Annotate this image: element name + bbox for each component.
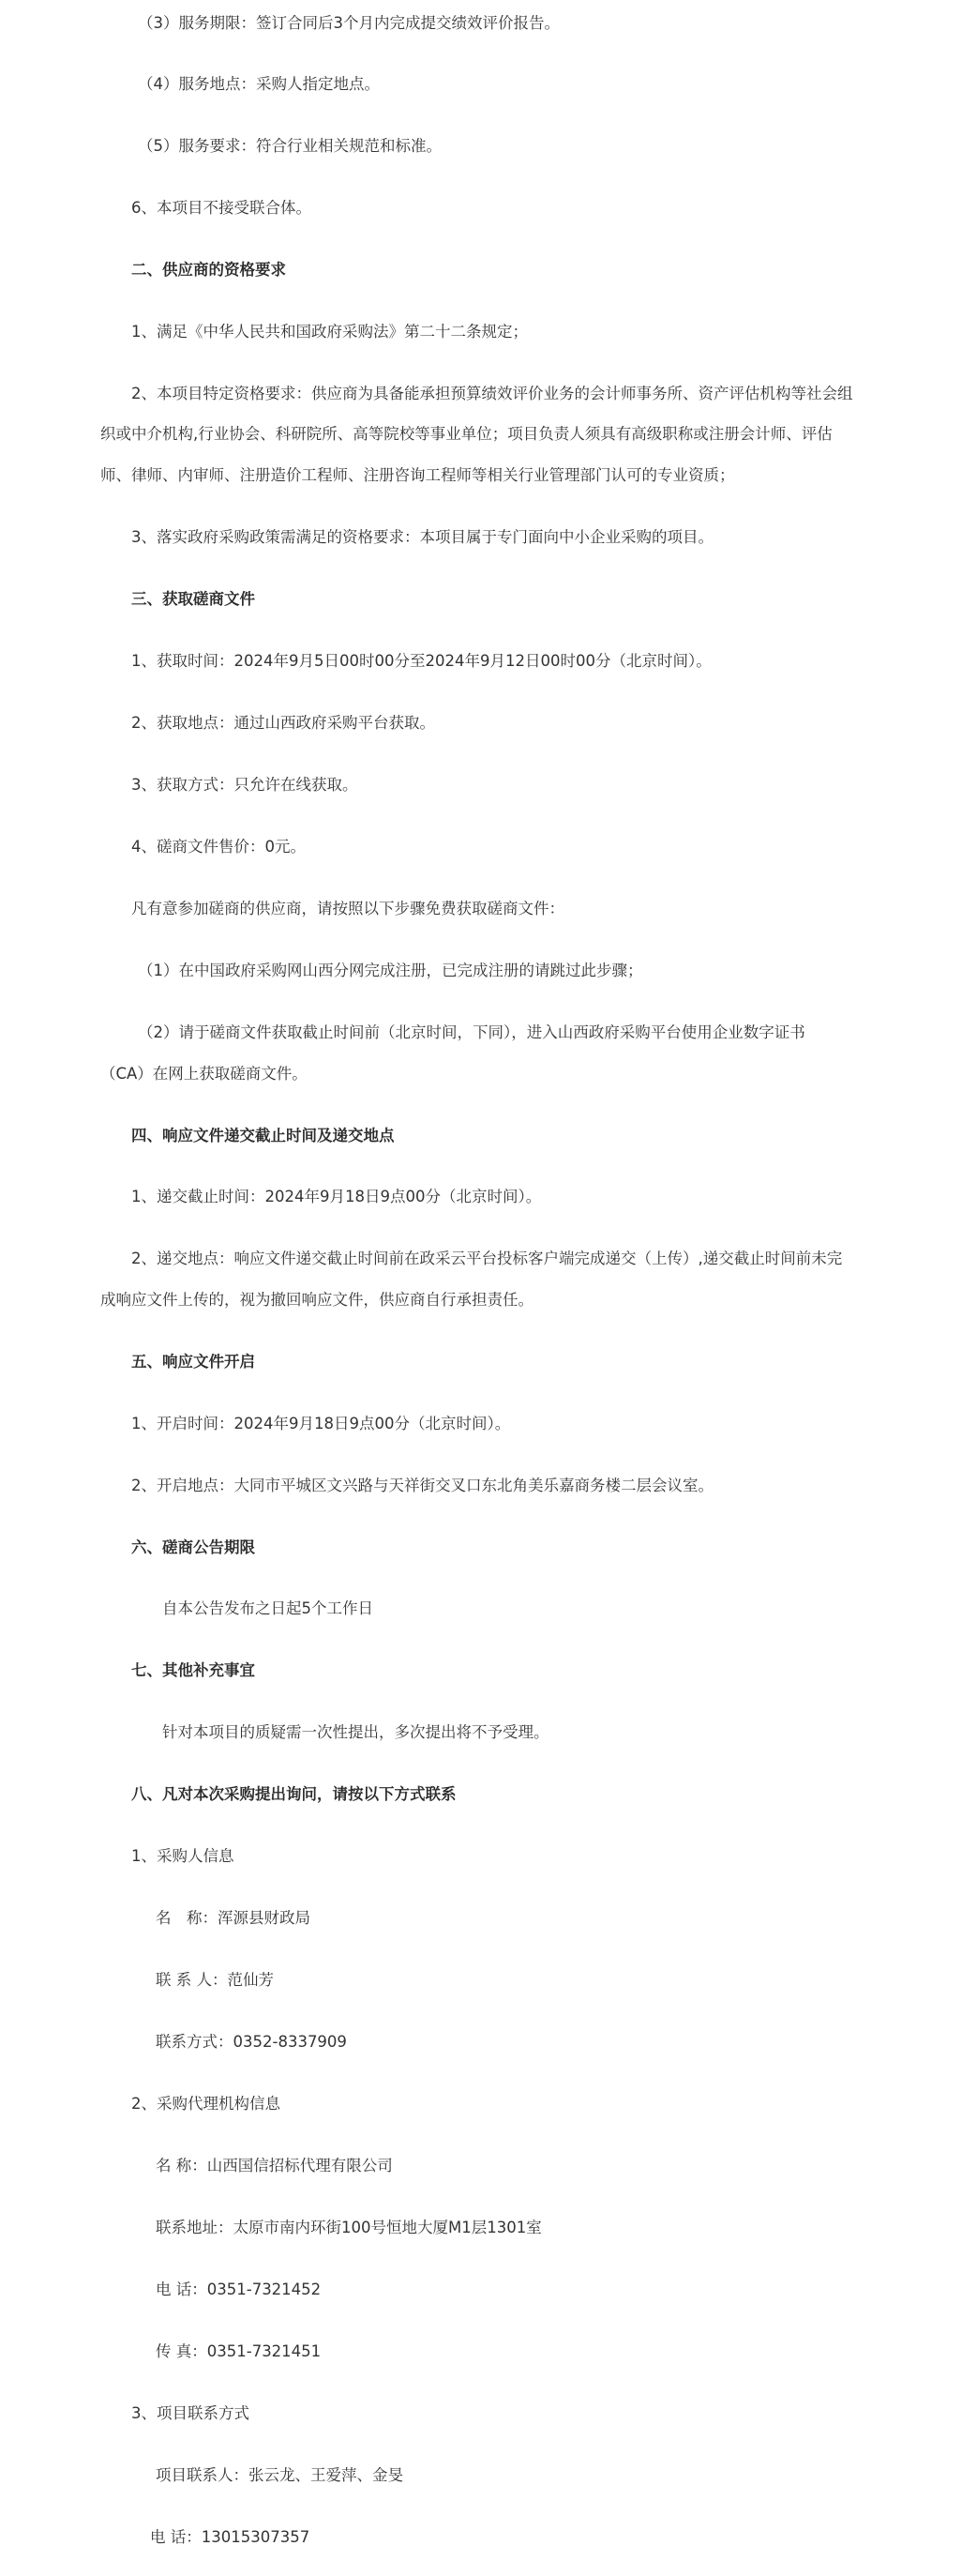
text-line: 2、递交地点：响应文件递交截止时间前在政采云平台投标客户端完成递交（上传）,递交截止时间前未完 (131, 1250, 843, 1267)
text-line: 名 称：山西国信招标代理有限公司 (156, 2157, 393, 2174)
text-line: （CA）在网上获取磋商文件。 (100, 1065, 308, 1083)
text-line: 3、获取方式：只允许在线获取。 (131, 776, 358, 794)
text-line: （5）服务要求：符合行业相关规范和标准。 (138, 137, 442, 155)
text-line: 6、本项目不接受联合体。 (131, 199, 311, 217)
text-line: （4）服务地点：采购人指定地点。 (138, 75, 380, 93)
text-line: （2）请于磋商文件获取截止时间前（北京时间，下同），进入山西政府采购平台使用企业数字证书 (138, 1023, 805, 1041)
text-line: 2、本项目特定资格要求：供应商为具备能承担预算绩效评价业务的会计师事务所、资产评估机构等社会组 (131, 385, 853, 402)
text-line: 项目联系人：张云龙、王爱萍、金旻 (156, 2466, 403, 2484)
section-heading: 八、凡对本次采购提出询问，请按以下方式联系 (131, 1785, 457, 1803)
text-line: 名 称：浑源县财政局 (156, 1909, 310, 1927)
text-line: 1、递交截止时间：2024年9月18日9点00分（北京时间）。 (131, 1188, 542, 1205)
text-line: 2、采购代理机构信息 (131, 2095, 280, 2113)
text-line: 传 真：0351-7321451 (156, 2342, 322, 2360)
text-line: 织或中介机构,行业协会、科研院所、高等院校等事业单位；项目负责人须具有高级职称或注册会计师、评估 (100, 425, 833, 443)
text-line: 2、获取地点：通过山西政府采购平台获取。 (131, 714, 435, 732)
text-line: 针对本项目的质疑需一次性提出，多次提出将不予受理。 (162, 1723, 549, 1741)
text-line: （1）在中国政府采购网山西分网完成注册，已完成注册的请跳过此步骤； (138, 962, 643, 979)
section-heading: 二、供应商的资格要求 (131, 261, 286, 279)
text-line: 1、获取时间：2024年9月5日00时00分至2024年9月12日00时00分（北京时间）。 (131, 652, 712, 670)
text-line: 师、律师、内审师、注册造价工程师、注册咨询工程师等相关行业管理部门认可的专业资质； (100, 466, 735, 484)
text-line: 2、开启地点：大同市平城区文兴路与天祥街交叉口东北角美乐嘉商务楼二层会议室。 (131, 1477, 714, 1494)
section-heading: 七、其他补充事宜 (131, 1661, 255, 1679)
text-line: 电 话：0351-7321452 (156, 2281, 322, 2298)
text-line: 4、磋商文件售价：0元。 (131, 838, 306, 856)
text-line: 3、落实政府采购政策需满足的资格要求：本项目属于专门面向中小企业采购的项目。 (131, 528, 714, 546)
text-line: 自本公告发布之日起5个工作日 (162, 1599, 373, 1617)
text-line: 3、项目联系方式 (131, 2404, 249, 2422)
section-heading: 四、响应文件递交截止时间及递交地点 (131, 1127, 395, 1144)
text-line: 凡有意参加磋商的供应商，请按照以下步骤免费获取磋商文件： (131, 900, 564, 917)
text-line: （3）服务期限：签订合同后3个月内完成提交绩效评价报告。 (138, 14, 560, 32)
text-line: 成响应文件上传的，视为撤回响应文件，供应商自行承担责任。 (100, 1291, 534, 1309)
text-line: 电 话：13015307357 (150, 2528, 310, 2546)
section-heading: 五、响应文件开启 (131, 1353, 255, 1371)
section-heading: 三、获取磋商文件 (131, 590, 255, 608)
text-line: 1、开启时间：2024年9月18日9点00分（北京时间）。 (131, 1415, 511, 1432)
text-line: 1、满足《中华人民共和国政府采购法》第二十二条规定； (131, 323, 528, 341)
text-line: 联 系 人：范仙芳 (156, 1971, 274, 1989)
text-line: 1、采购人信息 (131, 1847, 234, 1865)
text-line: 联系方式：0352-8337909 (156, 2033, 347, 2051)
section-heading: 六、磋商公告期限 (131, 1538, 255, 1556)
text-line: 联系地址：太原市南内环街100号恒地大厦M1层1301室 (156, 2219, 542, 2236)
